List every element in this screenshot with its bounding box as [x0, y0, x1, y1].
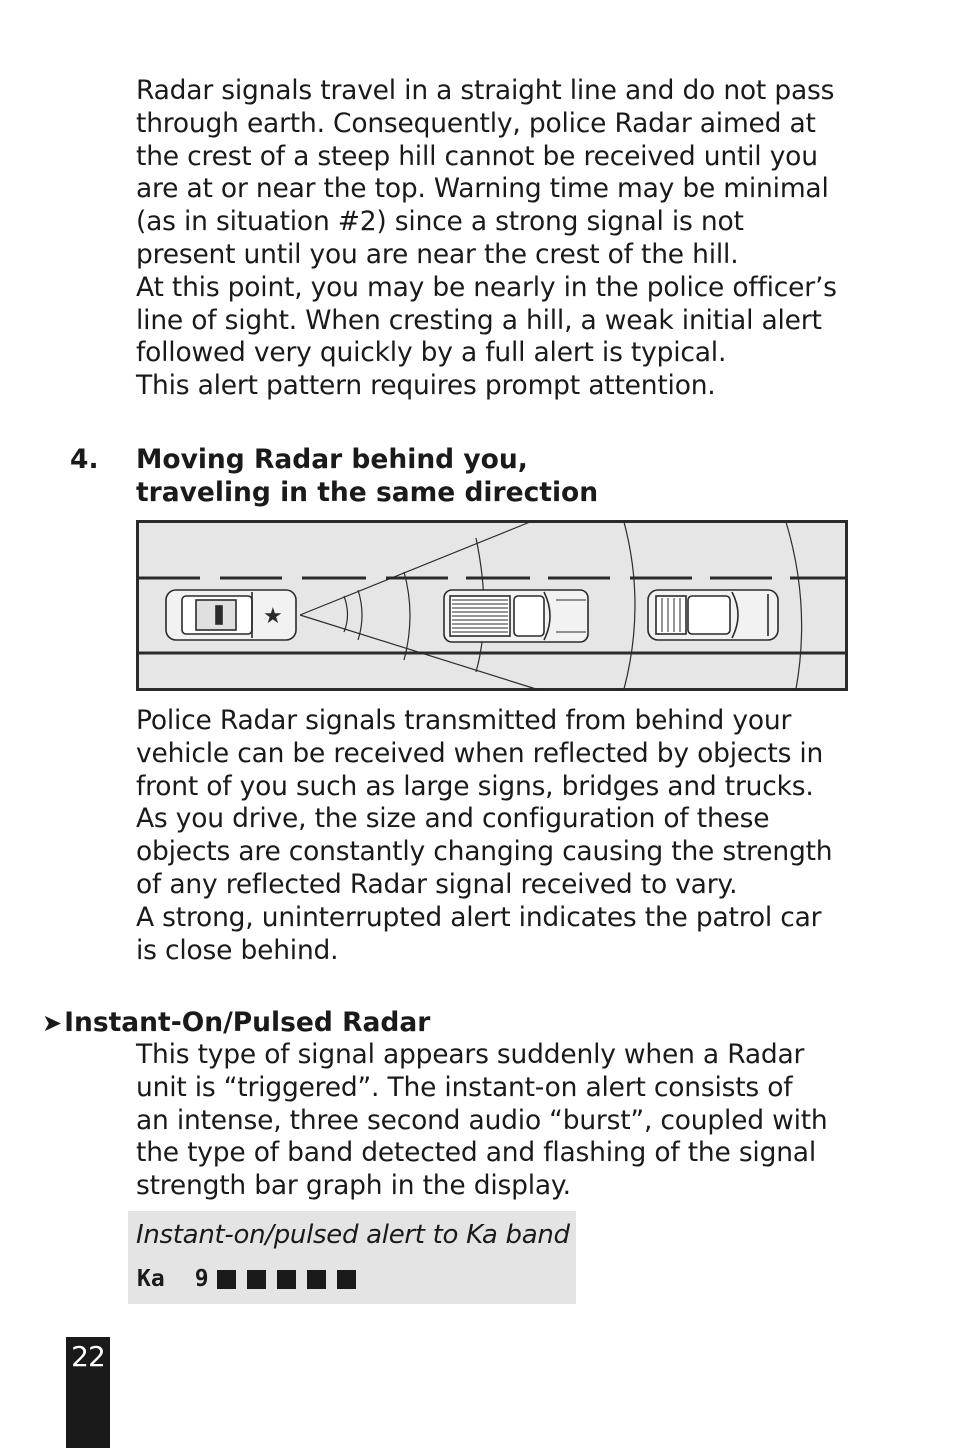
hill-paragraph: Radar signals travel in a straight line and do not pass through earth. Consequently, police Radar aimed at the crest of a steep hill cannot be received until you are at or near the top. Warning time may be minimal (as in situation #2) since a strong signal is not present until you are near the crest of the hill. At this point, you may be nearly in the police officer’s line of sight. When cresting a hill, a weak initial alert followed very quickly by a full alert is typical. This alert pattern requires prompt attention.	[136, 75, 837, 402]
police-car-icon	[166, 590, 296, 640]
list-item-heading: Moving Radar behind you, traveling in the same direction	[136, 444, 599, 508]
detector-display	[137, 1265, 356, 1293]
list-item-number: 4.	[70, 444, 99, 475]
radar-behind-diagram	[136, 520, 848, 691]
signal-strength-value: 9	[194, 1266, 209, 1292]
page-tab	[66, 1337, 110, 1448]
alert-caption: Instant-on/pulsed alert to Ka band	[136, 1220, 570, 1250]
page-number: 22	[71, 1340, 105, 1373]
behind-paragraph: Police Radar signals transmitted from behind your vehicle can be received when reflected by objects in front of you such as large signs, bridges and trucks. As you drive, the size and configuration of these objects are constantly changing causing the strength of any reflected Radar signal received to vary. A strong, uninterrupted alert indicates the patrol car is close behind.	[136, 705, 833, 966]
signal-bar	[277, 1270, 296, 1289]
signal-bar	[217, 1270, 236, 1289]
pickup-truck-icon	[444, 590, 588, 642]
signal-bar	[247, 1270, 266, 1289]
signal-bar	[337, 1270, 356, 1289]
signal-bar	[307, 1270, 326, 1289]
band-label: Ka	[137, 1266, 165, 1292]
signal-strength-bar-graph	[217, 1270, 356, 1289]
instant-on-paragraph: This type of signal appears suddenly when a Radar unit is “triggered”. The instant-on alert consists of an intense, three second audio “burst”, coupled with the type of band detected and flashing of the signal strength bar graph in the display.	[136, 1039, 828, 1202]
svg-text:★: ★	[263, 604, 283, 629]
alert-example-box	[128, 1211, 576, 1304]
arrow-bullet-icon: ➤	[42, 1009, 63, 1037]
section-title: Instant-On/Pulsed Radar	[64, 1007, 431, 1038]
car-icon	[648, 590, 778, 640]
instant-on-heading	[42, 1006, 430, 1040]
